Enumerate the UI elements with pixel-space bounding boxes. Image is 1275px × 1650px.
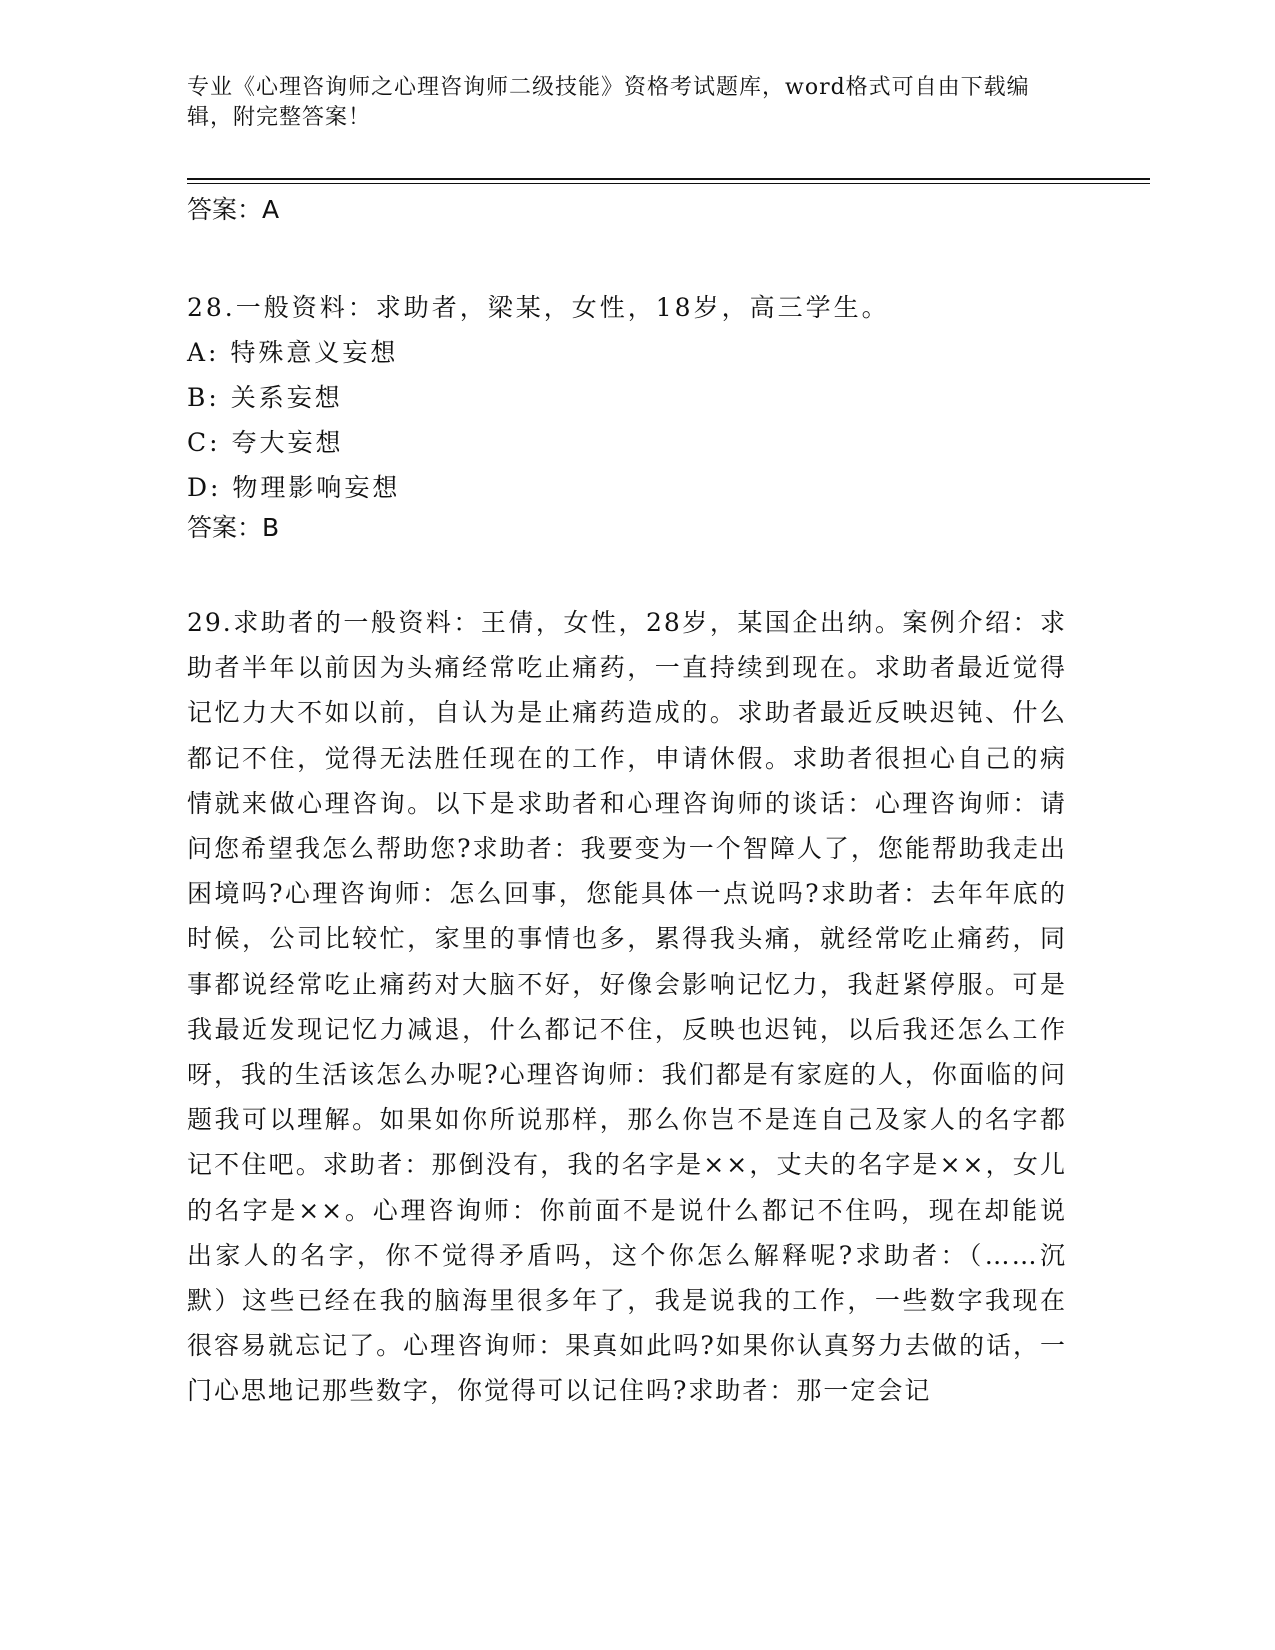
question-28-option-d: D: 物理影响妄想 (187, 473, 401, 502)
document-header-intro: 专业《心理咨询师之心理咨询师二级技能》资格考试题库，word格式可自由下载编辑，附完整答案！ (187, 75, 1030, 130)
question-28-option-a: A: 特殊意义妄想 (187, 338, 399, 367)
question-28-option-b: B: 关系妄想 (187, 383, 343, 412)
question-28-option-c: C: 夸大妄想 (187, 428, 344, 457)
question-28 (187, 285, 890, 510)
question-28-stem: 28.一般资料：求助者，梁某，女性，18岁，高三学生。 (187, 293, 890, 322)
question-28-answer: 答案：B (187, 513, 280, 542)
header-divider-thick (187, 178, 1150, 180)
question-29-text: 29.求助者的一般资料：王倩，女性，28岁，某国企出纳。案例介绍：求助者半年以前因为头痛经常吃止痛药，一直持续到现在。求助者最近觉得记忆力大不如以前，自认为是止痛药造成的。求助者最近反映迟钝、什么都记不住，觉得无法胜任现在的工作，申请休假。求助者很担心自己的病情就来做心理咨询。以下是求助者和心理咨询师的谈话：心理咨询师：请问您希望我怎么帮助您?求助者：我要变为一个智障人了，您能帮助我走出困境吗?心理咨询师：怎么回事，您能具体一点说吗?求助者：去年年底的时候，公司比较忙，家里的事情也多，累得我头痛，就经常吃止痛药，同事都说经常吃止痛药对大脑不好，好像会影响记忆力，我赶紧停服。可是我最近发现记忆力减退，什么都记不住，反映也迟钝，以后我还怎么工作呀，我的生活该怎么办呢?心理咨询师：我们都是有家庭的人，你面临的问题我可以理解。如果如你所说那样，那么你岂不是连自己及家人的名字都记不住吧。求助者：那倒没有，我的名字是××，丈夫的名字是××，女儿的名字是××。心理咨询师：你前面不是说什么都记不住吗，现在却能说出家人的名字，你不觉得矛盾吗，这个你怎么解释呢?求助者：（……沉默）这些已经在我的脑海里很多年了，我是说我的工作，一些数字我现在很容易就忘记了。心理咨询师：果真如此吗?如果你认真努力去做的话，一门心思地记那些数字，你觉得可以记住吗?求助者：那一定会记 (187, 608, 1067, 1406)
previous-question-answer: 答案：A (187, 195, 280, 224)
header-divider-thin (187, 183, 1150, 184)
